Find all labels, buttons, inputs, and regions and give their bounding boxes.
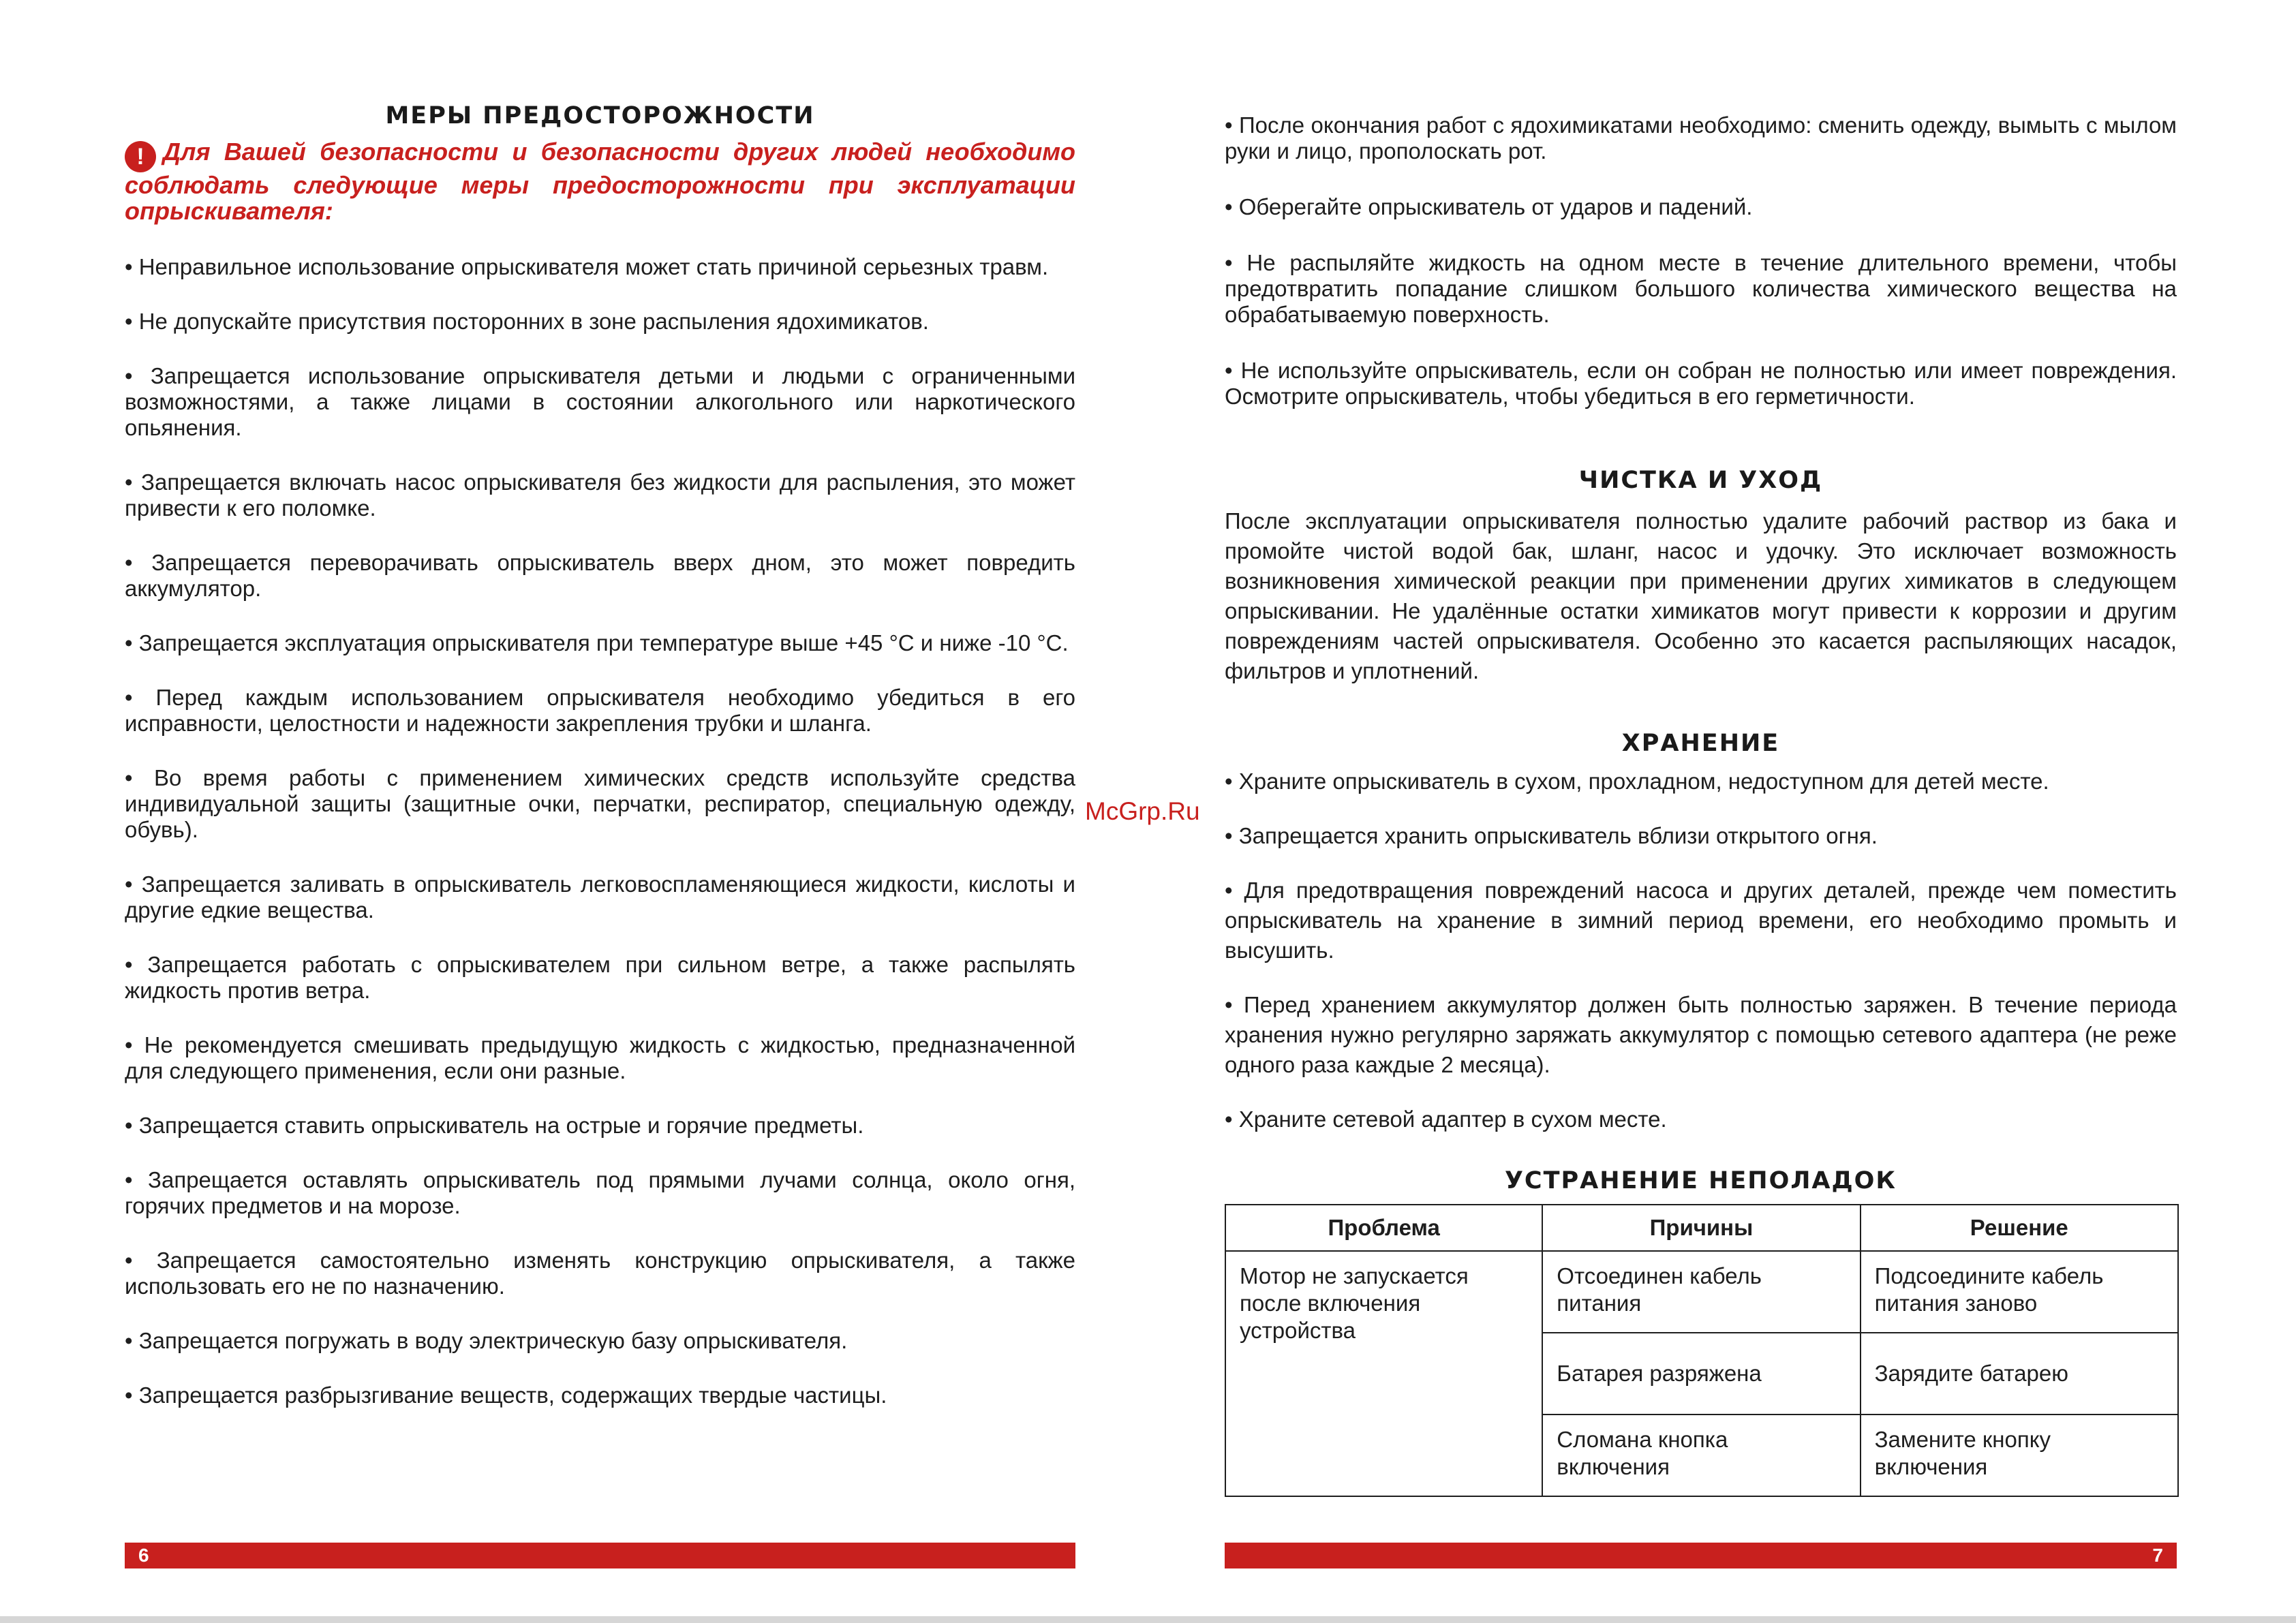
safety-warning [125, 139, 1075, 224]
list-item: • Запрещается работать с опрыскивателем при сильном ветре, а также распылять жидкость против ветра. [125, 952, 1075, 1003]
right-footer-bar [1225, 1543, 2177, 1568]
solution-cell: Подсоедините кабель питания заново [1861, 1251, 2178, 1333]
list-item: • Не допускайте присутствия посторонних в зоне распыления ядохимикатов. [125, 309, 929, 334]
cause-cell: Отсоединен кабель питания [1542, 1251, 1860, 1333]
list-item: • Запрещается оставлять опрыскиватель под прямыми лучами солнца, около огня, горячих предметов и на морозе. [125, 1167, 1075, 1218]
list-item: • Запрещается разбрызгивание веществ, содержащих твердые частицы. [125, 1382, 887, 1408]
troubleshooting-title: УСТРАНЕНИЕ НЕПОЛАДОК [1504, 1167, 1897, 1194]
cause-cell: Сломана кнопка включения [1542, 1415, 1860, 1496]
left-footer-bar [125, 1543, 1075, 1568]
list-item: • Во время работы с применением химических средств используйте средства индивидуальной защиты (защитные очки, перчатки, респиратор, специальную одежду, обувь). [125, 765, 1075, 842]
column-header-solution: Решение [1861, 1205, 2178, 1251]
right-page [1225, 112, 2177, 1497]
watermark: McGrp.Ru [1085, 797, 1200, 825]
list-item: • Для предотвращения повреждений насоса и других деталей, прежде чем поместить опрыскиватель на хранение в зимний период времени, его необходимо промыть и высушить. [1225, 878, 2177, 963]
column-header-problem: Проблема [1225, 1205, 1542, 1251]
bottom-edge [0, 1616, 2296, 1623]
solution-cell: Зарядите батарею [1861, 1333, 2178, 1415]
page-number-left: 6 [138, 1545, 149, 1566]
left-page [125, 102, 1075, 1408]
cleaning-text: После эксплуатации опрыскивателя полностью удалите рабочий раствор из бака и промойте чистой водой бак, шланг, насос и удочку. Это исключает возможность возникновения химической реакции при применении других химикатов в следующем опрыскивании. Не удалённые остатки химикатов могут привести к коррозии и другим повреждениям частей опрыскивателя. Особенно это касается распыляющих насадок, фильтров и уплотнений. [1225, 508, 2177, 683]
list-item: • Не рекомендуется смешивать предыдущую жидкость с жидкостью, предназначенной для следующего применения, если они разные. [125, 1032, 1075, 1083]
list-item: • Неправильное использование опрыскивателя может стать причиной серьезных травм. [125, 254, 1049, 279]
list-item: • Храните сетевой адаптер в сухом месте. [1225, 1107, 1667, 1132]
list-item: • Запрещается эксплуатация опрыскивателя при температуре выше +45 °С и ниже -10 °С. [125, 630, 1069, 655]
solution-cell: Замените кнопку включения [1861, 1415, 2178, 1496]
list-item: • Запрещается заливать в опрыскиватель легковоспламеняющиеся жидкости, кислоты и другие едкие вещества. [125, 871, 1075, 923]
troubleshooting-table [1225, 1204, 2179, 1497]
storage-title: ХРАНЕНИЕ [1621, 730, 1780, 757]
list-item: • Запрещается использование опрыскивателя детьми и людьми с ограниченными возможностями, а также лицами в состоянии алкогольного или наркотического опьянения. [125, 363, 1075, 440]
warning-icon: ! [125, 141, 156, 172]
list-item: • Запрещается переворачивать опрыскиватель вверх дном, это может повредить аккумулятор. [125, 550, 1075, 601]
table-header-row [1225, 1205, 2178, 1251]
list-item: • Не используйте опрыскиватель, если он собран не полностью или имеет повреждения. Осмотрите опрыскиватель, чтобы убедиться в его герметичности. [1225, 358, 2177, 409]
table-row [1225, 1251, 2178, 1333]
page-number-right: 7 [2152, 1545, 2163, 1566]
precautions-title: МЕРЫ ПРЕДОСТОРОЖНОСТИ [385, 102, 815, 129]
list-item: • Оберегайте опрыскиватель от ударов и падений. [1225, 194, 1753, 219]
list-item: • Запрещается погружать в воду электрическую базу опрыскивателя. [125, 1328, 848, 1353]
list-item: • Запрещается включать насос опрыскивателя без жидкости для распыления, это может привести к его поломке. [125, 469, 1075, 521]
storage-list [1225, 767, 2177, 1134]
list-item: • После окончания работ с ядохимикатами необходимо: сменить одежду, вымыть с мылом руки и лицо, прополоскать рот. [1225, 112, 2177, 164]
warning-text: Для Вашей безопасности и безопасности других людей необходимо соблюдать следующие меры предосторожности при эксплуатации опрыскивателя: [125, 138, 1075, 225]
list-item: • Перед каждым использованием опрыскивателя необходимо убедиться в его исправности, целостности и надежности закрепления трубки и шланга. [125, 685, 1075, 736]
precautions-list-continued [1225, 112, 2177, 409]
column-header-causes: Причины [1542, 1205, 1860, 1251]
problem-cell: Мотор не запускается после включения устройства [1225, 1251, 1542, 1496]
list-item: • Не распыляйте жидкость на одном месте в течение длительного времени, чтобы предотвратить попадание слишком большого количества химического вещества на обрабатываемую поверхность. [1225, 250, 2177, 327]
list-item: • Перед хранением аккумулятор должен быть полностью заряжен. В течение периода хранения нужно регулярно заряжать аккумулятор с помощью сетевого адаптера (не реже одного раза каждые 2 месяца). [1225, 992, 2177, 1077]
list-item: • Запрещается хранить опрыскиватель вблизи открытого огня. [1225, 823, 1878, 848]
cause-cell: Батарея разряжена [1542, 1333, 1860, 1415]
list-item: • Храните опрыскиватель в сухом, прохладном, недоступном для детей месте. [1225, 769, 2049, 794]
precautions-list [125, 254, 1075, 1408]
list-item: • Запрещается ставить опрыскиватель на острые и горячие предметы. [125, 1113, 864, 1138]
list-item: • Запрещается самостоятельно изменять конструкцию опрыскивателя, а также использовать его не по назначению. [125, 1248, 1075, 1299]
cleaning-title: ЧИСТКА И УХОД [1578, 467, 1823, 494]
